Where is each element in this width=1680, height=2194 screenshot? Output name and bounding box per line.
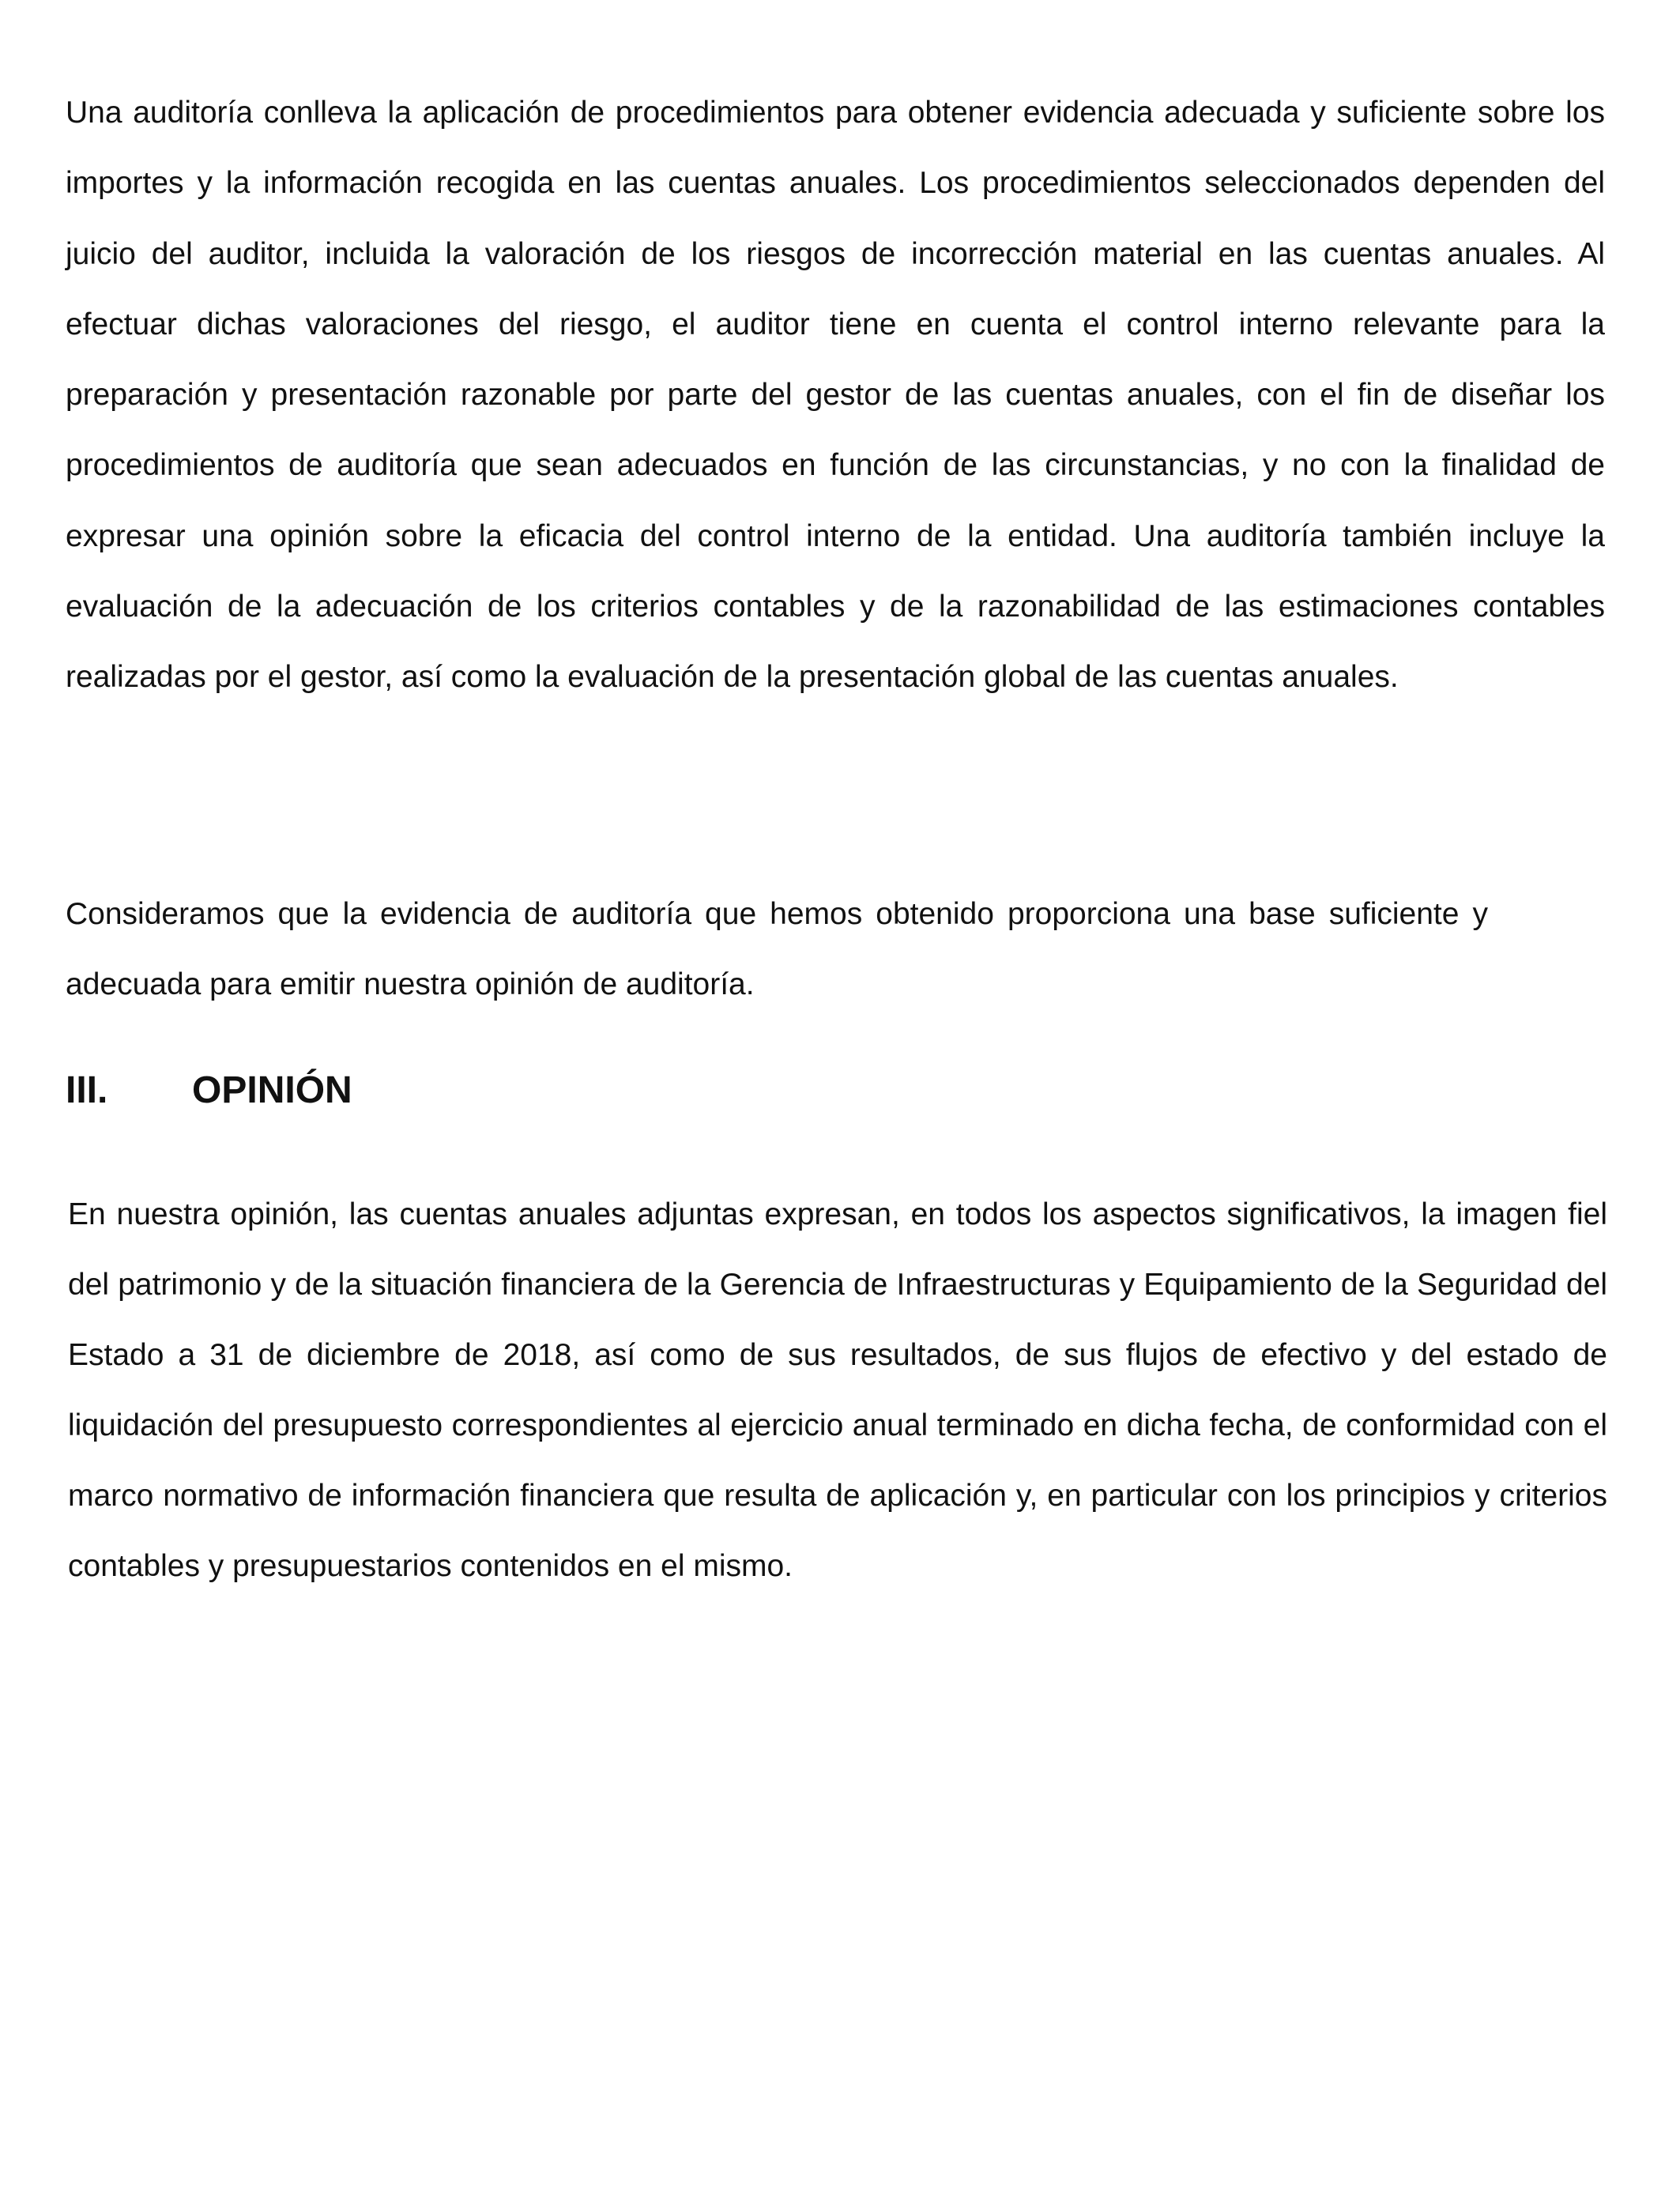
opinion-paragraph: En nuestra opinión, las cuentas anuales adjuntas expresan, en todos los aspectos significativos, la imagen fiel del patrimonio y de la situación financiera de la Gerencia de Infraestructuras y Equipamiento de la Seguridad del Estado a 31 de diciembre de 2018, así como de sus resultados, de sus flujos de efectivo y del estado de liquidación del presupuesto correspondientes al ejercicio anual terminado en dicha fecha, de conformidad con el marco normativo de información financiera que resulta de aplicación y, en particular con los principios y criterios contables y presupuestarios contenidos en el mismo. xyxy=(68,1197,1607,1583)
section-number: III. xyxy=(66,1069,108,1111)
section-title: OPINIÓN xyxy=(192,1069,352,1111)
section-heading xyxy=(66,1063,352,1118)
audit-evidence-paragraph: Consideramos que la evidencia de auditoría que hemos obtenido proporciona una base suficiente y adecuada para emitir nuestra opinión de auditoría. xyxy=(66,897,1488,1001)
audit-procedures-paragraph: Una auditoría conlleva la aplicación de procedimientos para obtener evidencia adecuada y suficiente sobre los importes y la información recogida en las cuentas anuales. Los procedimientos seleccionados dependen del juicio del auditor, incluida la valoración de los riesgos de incorrección material en las cuentas anuales. Al efectuar dichas valoraciones del riesgo, el auditor tiene en cuenta el control interno relevante para la preparación y presentación razonable por parte del gestor de las cuentas anuales, con el fin de diseñar los procedimientos de auditoría que sean adecuados en función de las circunstancias, y no con la finalidad de expresar una opinión sobre la eficacia del control interno de la entidad. Una auditoría también incluye la evaluación de la adecuación de los criterios contables y de la razonabilidad de las estimaciones contables realizadas por el gestor, así como la evaluación de la presentación global de las cuentas anuales. xyxy=(66,96,1605,695)
